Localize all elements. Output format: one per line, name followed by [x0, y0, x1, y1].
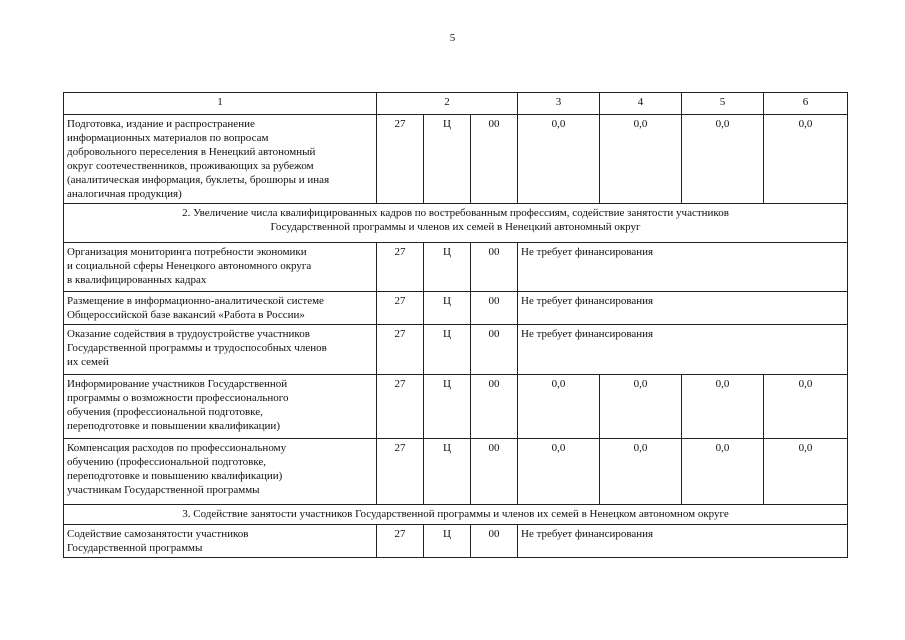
funding-value-3: 0,0 — [518, 439, 600, 505]
no-funding-note: Не требует финансирования — [518, 325, 848, 375]
activity-name-cell — [64, 375, 377, 439]
section-heading — [64, 505, 848, 525]
activity-name-line: переподготовке и повышении квалификации) — [67, 420, 280, 432]
budget-code-code1: 27 — [377, 525, 424, 558]
activity-name-line: Организация мониторинга потребности экономики — [67, 246, 307, 258]
budget-code-code3: 00 — [471, 115, 518, 204]
activity-name-line: Государственной программы и трудоспособных членов — [67, 342, 327, 354]
table-row — [64, 115, 848, 204]
activity-name-line: информационных материалов по вопросам — [67, 132, 269, 144]
activity-name-cell — [64, 325, 377, 375]
activity-name-line: аналогичная продукция) — [67, 188, 182, 200]
activity-name-line: Государственной программы — [67, 542, 203, 554]
activity-name-line: переподготовке и повышению квалификации) — [67, 470, 283, 482]
activity-name-line: Размещение в информационно-аналитической системе — [67, 295, 324, 307]
section-heading-line: 2. Увеличение числа квалифицированных кадров по востребованным профессиям, содействие занятости участников — [182, 207, 729, 219]
no-funding-note: Не требует финансирования — [518, 243, 848, 292]
activity-name-line: Содействие самозанятости участников — [67, 528, 249, 540]
funding-value-6: 0,0 — [764, 115, 848, 204]
activity-name-line: Подготовка, издание и распространение — [67, 118, 255, 130]
funding-value-6: 0,0 — [764, 439, 848, 505]
activity-name-cell — [64, 525, 377, 558]
activity-name-line: обучения (профессиональной подготовке, — [67, 406, 263, 418]
program-table — [63, 92, 848, 558]
activity-name-line: обучению (профессиональной подготовке, — [67, 456, 267, 468]
budget-code-code3: 00 — [471, 292, 518, 325]
funding-value-5: 0,0 — [682, 115, 764, 204]
budget-code-code1: 27 — [377, 115, 424, 204]
section-heading-line: 3. Содействие занятости участников Государственной программы и членов их семей в Ненецком автономном округе — [182, 508, 729, 520]
header-cell-4: 4 — [600, 93, 682, 115]
activity-name-line: программы о возможности профессионального — [67, 392, 289, 404]
header-cell-6: 6 — [764, 93, 848, 115]
budget-code-code3: 00 — [471, 243, 518, 292]
section-heading-row — [64, 204, 848, 243]
budget-code-code3: 00 — [471, 525, 518, 558]
budget-code-code1: 27 — [377, 243, 424, 292]
table-row — [64, 439, 848, 505]
budget-code-code2: Ц — [424, 243, 471, 292]
no-funding-note: Не требует финансирования — [518, 292, 848, 325]
activity-name-line: участникам Государственной программы — [67, 484, 260, 496]
funding-value-5: 0,0 — [682, 439, 764, 505]
funding-value-4: 0,0 — [600, 375, 682, 439]
section-heading — [64, 204, 848, 243]
activity-name-line: (аналитическая информация, буклеты, брошюры и иная — [67, 174, 330, 186]
funding-value-6: 0,0 — [764, 375, 848, 439]
header-cell-2: 2 — [377, 93, 518, 115]
budget-code-code3: 00 — [471, 439, 518, 505]
funding-value-5: 0,0 — [682, 375, 764, 439]
activity-name-cell — [64, 115, 377, 204]
activity-name-line: добровольного переселения в Ненецкий автономный — [67, 146, 316, 158]
activity-name-line: Оказание содействия в трудоустройстве участников — [67, 328, 310, 340]
funding-value-3: 0,0 — [518, 115, 600, 204]
funding-value-3: 0,0 — [518, 375, 600, 439]
budget-code-code2: Ц — [424, 325, 471, 375]
activity-name-line: их семей — [67, 356, 109, 368]
budget-code-code1: 27 — [377, 292, 424, 325]
activity-name-cell — [64, 292, 377, 325]
budget-code-code1: 27 — [377, 375, 424, 439]
funding-value-4: 0,0 — [600, 439, 682, 505]
no-funding-note: Не требует финансирования — [518, 525, 848, 558]
budget-code-code2: Ц — [424, 115, 471, 204]
budget-code-code2: Ц — [424, 525, 471, 558]
activity-name-line: округ соотечественников, проживающих за рубежом — [67, 160, 314, 172]
header-cell-1: 1 — [64, 93, 377, 115]
table-row — [64, 525, 848, 558]
activity-name-line: Компенсация расходов по профессиональному — [67, 442, 287, 454]
budget-code-code1: 27 — [377, 325, 424, 375]
section-heading-line: Государственной программы и членов их семей в Ненецкий автономный округ — [270, 221, 641, 233]
budget-code-code3: 00 — [471, 375, 518, 439]
activity-name-cell — [64, 439, 377, 505]
budget-code-code2: Ц — [424, 439, 471, 505]
table-row — [64, 375, 848, 439]
budget-code-code1: 27 — [377, 439, 424, 505]
section-heading-row — [64, 505, 848, 525]
activity-name-line: в квалифицированных кадрах — [67, 274, 207, 286]
header-cell-5: 5 — [682, 93, 764, 115]
activity-name-line: Информирование участников Государственной — [67, 378, 288, 390]
page-number: 5 — [449, 32, 456, 44]
activity-name-cell — [64, 243, 377, 292]
header-cell-3: 3 — [518, 93, 600, 115]
header-row — [64, 93, 848, 115]
table-row — [64, 292, 848, 325]
budget-code-code2: Ц — [424, 292, 471, 325]
activity-name-line: Общероссийской базе вакансий «Работа в России» — [67, 309, 305, 321]
table-row — [64, 243, 848, 292]
budget-code-code2: Ц — [424, 375, 471, 439]
activity-name-line: и социальной сферы Ненецкого автономного округа — [67, 260, 312, 272]
budget-code-code3: 00 — [471, 325, 518, 375]
funding-value-4: 0,0 — [600, 115, 682, 204]
table-row — [64, 325, 848, 375]
